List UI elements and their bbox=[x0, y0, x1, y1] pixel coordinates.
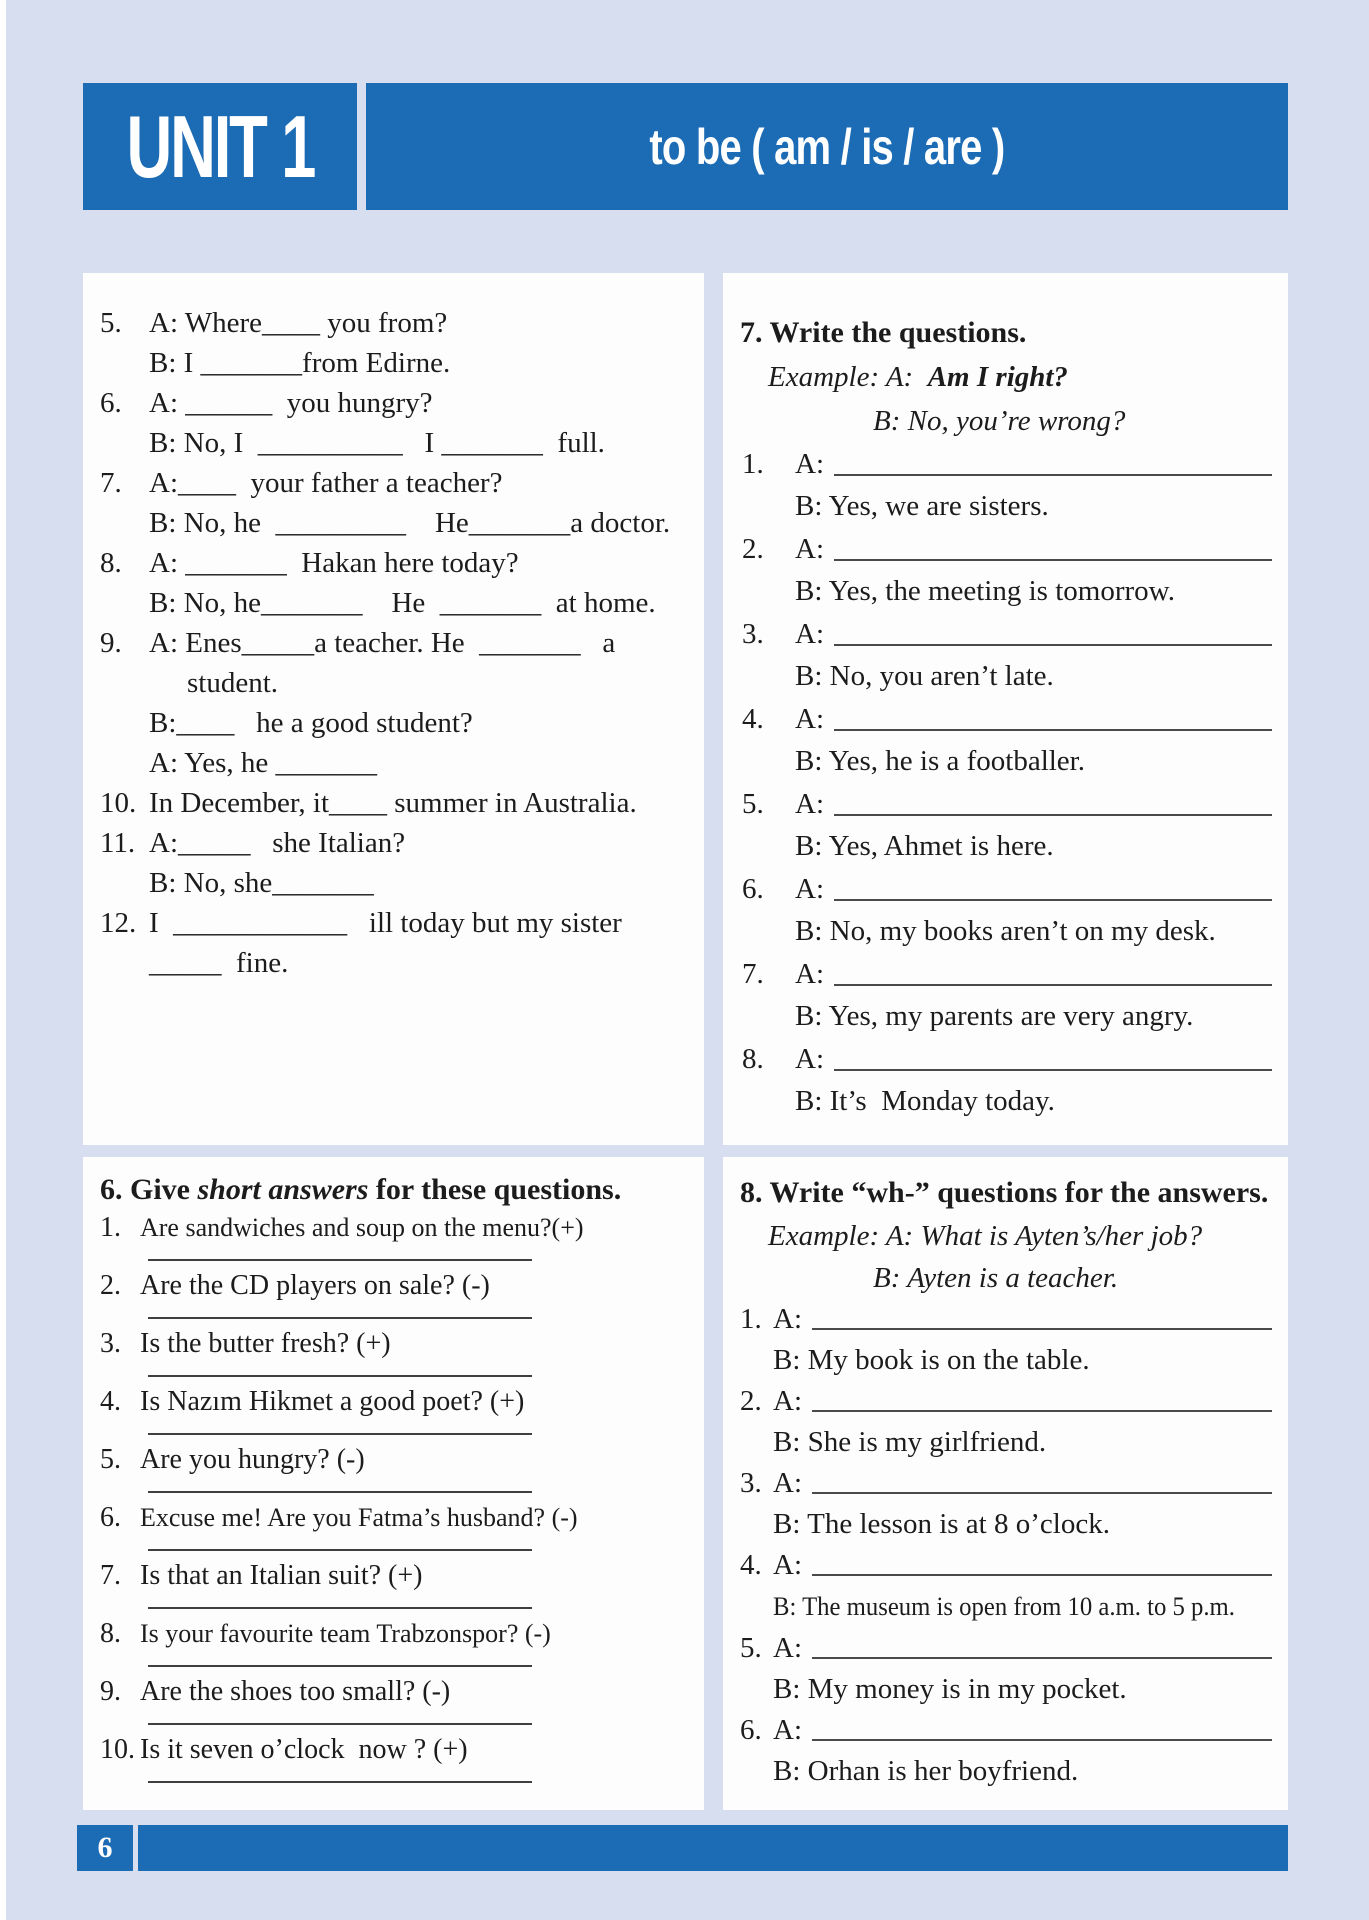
speaker-a-label: A: bbox=[773, 1467, 802, 1499]
question-text: Is Nazım Hikmet a good poet? (+) bbox=[140, 1386, 525, 1417]
answer-b-text: B: The lesson is at 8 o’clock. bbox=[773, 1508, 1110, 1540]
speaker-a-label: A: bbox=[795, 533, 824, 565]
answer-blank-line bbox=[148, 1433, 532, 1435]
unit-label: UNIT 1 bbox=[126, 96, 314, 196]
item-number: 8. bbox=[100, 547, 122, 579]
item-text: A: _______ Hakan here today? bbox=[149, 547, 519, 579]
item-text: A: Enes_____a teacher. He _______ a bbox=[149, 627, 616, 659]
item-text: A: Where____ you from? bbox=[149, 307, 448, 339]
question-a-line bbox=[723, 443, 1288, 485]
title-part: 6. Give bbox=[100, 1173, 198, 1206]
exercise6-box bbox=[83, 1157, 704, 1810]
exercise7-title: 7. Write the questions. bbox=[740, 316, 1027, 349]
answer-b-line bbox=[723, 1421, 1288, 1463]
answer-blank-line bbox=[148, 1317, 532, 1319]
question-text: Are you hungry? (-) bbox=[140, 1444, 365, 1475]
question-a-line bbox=[723, 613, 1288, 655]
speaker-a-label: A: bbox=[773, 1385, 802, 1417]
exercise7-box bbox=[723, 273, 1288, 1145]
item-number: 5. bbox=[100, 1444, 121, 1475]
answer-blank-line bbox=[834, 1069, 1272, 1071]
exercise-line bbox=[83, 463, 704, 503]
exercise-line bbox=[83, 743, 704, 783]
answer-b-line: B: Yes, my parents are very angry. bbox=[795, 1000, 1194, 1032]
speaker-a-label: A: bbox=[773, 1632, 802, 1664]
question-line bbox=[83, 1383, 704, 1421]
answer-b-line: B: Yes, he is a footballer. bbox=[795, 745, 1085, 777]
exercise-line bbox=[83, 303, 704, 343]
answer-blank-line bbox=[812, 1739, 1272, 1741]
question-text: Are the CD players on sale? (-) bbox=[140, 1270, 490, 1301]
question-text: Are sandwiches and soup on the menu?(+) bbox=[140, 1213, 584, 1242]
unit-number-banner bbox=[83, 83, 357, 210]
item-text: A: Yes, he _______ bbox=[149, 747, 377, 779]
question-text: Is it seven o’clock now ? (+) bbox=[140, 1734, 468, 1765]
answer-blank-line bbox=[148, 1549, 532, 1551]
exercise-line bbox=[83, 583, 704, 623]
item-text: B:____ he a good student? bbox=[149, 707, 473, 739]
item-number: 3. bbox=[740, 1467, 762, 1499]
title-emphasis: short answers bbox=[197, 1173, 369, 1206]
answer-b-line: B: No, you aren’t late. bbox=[795, 660, 1054, 692]
question-a-line bbox=[723, 1463, 1288, 1503]
question-a-line bbox=[723, 528, 1288, 570]
answer-blank-line bbox=[148, 1781, 532, 1783]
answer-b-text: B: Orhan is her boyfriend. bbox=[773, 1755, 1079, 1787]
exercise-line bbox=[83, 703, 704, 743]
exercise-line bbox=[83, 383, 704, 423]
question-line bbox=[83, 1441, 704, 1479]
question-line bbox=[83, 1267, 704, 1305]
item-text: A:_____ she Italian? bbox=[149, 827, 406, 859]
item-number: 6. bbox=[100, 1502, 121, 1533]
item-number: 5. bbox=[100, 307, 122, 339]
answer-blank-line bbox=[834, 644, 1272, 646]
item-number: 3. bbox=[742, 618, 764, 650]
item-text: B: No, he _________ He_______a doctor. bbox=[149, 507, 671, 539]
exercise8-example-line2: B: Ayten is a teacher. bbox=[873, 1262, 1119, 1294]
speaker-a-label: A: bbox=[773, 1549, 802, 1581]
answer-b-line: B: Yes, the meeting is tomorrow. bbox=[795, 575, 1175, 607]
question-line bbox=[83, 1615, 704, 1653]
item-number: 9. bbox=[100, 1676, 121, 1707]
example-question: Am I right? bbox=[927, 361, 1068, 393]
exercise8-title: 8. Write “wh-” questions for the answers. bbox=[740, 1176, 1269, 1209]
page-number: 6 bbox=[97, 1831, 113, 1864]
answer-blank-line bbox=[812, 1410, 1272, 1412]
answer-blank-line bbox=[812, 1328, 1272, 1330]
answer-b-text: B: My book is on the table. bbox=[773, 1344, 1090, 1376]
item-number: 4. bbox=[740, 1549, 762, 1581]
question-a-line bbox=[723, 1710, 1288, 1750]
exercise-line bbox=[83, 663, 704, 703]
item-number: 3. bbox=[100, 1328, 121, 1359]
exercise8-pairs bbox=[723, 1299, 1288, 1792]
item-text: A: ______ you hungry? bbox=[149, 387, 433, 419]
exercise-line bbox=[83, 903, 704, 943]
question-a-line bbox=[723, 1545, 1288, 1585]
exercise5-box bbox=[83, 273, 704, 1145]
exercise6-title bbox=[100, 1171, 704, 1209]
item-number: 1. bbox=[740, 1303, 762, 1335]
exercise7-example-line1 bbox=[768, 355, 1288, 399]
item-text: _____ fine. bbox=[149, 947, 289, 979]
answer-blank-line bbox=[834, 729, 1272, 731]
item-number: 7. bbox=[742, 958, 764, 990]
item-number: 8. bbox=[100, 1618, 121, 1649]
item-number: 6. bbox=[100, 387, 122, 419]
item-number: 7. bbox=[100, 467, 122, 499]
answer-b-line: B: No, my books aren’t on my desk. bbox=[795, 915, 1216, 947]
answer-b-line bbox=[723, 1668, 1288, 1710]
speaker-a-label: A: bbox=[795, 1043, 824, 1075]
answer-blank-line bbox=[834, 814, 1272, 816]
unit-title: to be ( am / is / are ) bbox=[649, 118, 1005, 175]
page-edge-strip bbox=[0, 0, 6, 1920]
exercise6-items bbox=[83, 1209, 704, 1783]
exercise-line bbox=[83, 863, 704, 903]
page-number-box bbox=[77, 1825, 133, 1871]
item-text: B: No, he_______ He _______ at home. bbox=[149, 587, 656, 619]
item-number: 6. bbox=[742, 873, 764, 905]
exercise-line bbox=[83, 543, 704, 583]
answer-blank-line bbox=[148, 1491, 532, 1493]
item-text: B: No, I __________ I _______ full. bbox=[149, 427, 605, 459]
item-number: 9. bbox=[100, 627, 122, 659]
question-line bbox=[83, 1325, 704, 1363]
question-a-line bbox=[723, 953, 1288, 995]
answer-b-line: B: It’s Monday today. bbox=[795, 1085, 1055, 1117]
question-line bbox=[83, 1673, 704, 1711]
question-line bbox=[83, 1731, 704, 1769]
question-text: Is your favourite team Trabzonspor? (-) bbox=[140, 1619, 551, 1648]
exercise5-lines bbox=[83, 303, 704, 983]
exercise7-example-line2: B: No, you’re wrong? bbox=[873, 405, 1126, 437]
answer-b-line: B: Yes, Ahmet is here. bbox=[795, 830, 1054, 862]
answer-blank-line bbox=[812, 1492, 1272, 1494]
item-text: B: I _______from Edirne. bbox=[149, 347, 451, 379]
question-a-line bbox=[723, 698, 1288, 740]
item-text: A:____ your father a teacher? bbox=[149, 467, 503, 499]
question-a-line bbox=[723, 1038, 1288, 1080]
answer-b-line bbox=[723, 1339, 1288, 1381]
item-number: 10. bbox=[100, 787, 137, 819]
answer-blank-line bbox=[834, 559, 1272, 561]
exercise-line bbox=[83, 823, 704, 863]
speaker-a-label: A: bbox=[773, 1303, 802, 1335]
answer-blank-line bbox=[148, 1723, 532, 1725]
question-a-line bbox=[723, 1381, 1288, 1421]
answer-blank-line bbox=[148, 1607, 532, 1609]
answer-b-line: B: Yes, we are sisters. bbox=[795, 490, 1049, 522]
item-number: 5. bbox=[742, 788, 764, 820]
item-number: 4. bbox=[100, 1386, 121, 1417]
answer-blank-line bbox=[148, 1375, 532, 1377]
answer-blank-line bbox=[812, 1657, 1272, 1659]
speaker-a-label: A: bbox=[795, 958, 824, 990]
answer-b-line bbox=[723, 1750, 1288, 1792]
answer-blank-line bbox=[834, 984, 1272, 986]
question-text: Excuse me! Are you Fatma’s husband? (-) bbox=[140, 1503, 578, 1532]
question-a-line bbox=[723, 1299, 1288, 1339]
exercise-line bbox=[83, 503, 704, 543]
item-number: 1. bbox=[742, 448, 764, 480]
item-number: 12. bbox=[100, 907, 137, 939]
question-a-line bbox=[723, 1628, 1288, 1668]
question-line bbox=[83, 1557, 704, 1595]
item-text: student. bbox=[187, 667, 279, 699]
item-number: 2. bbox=[100, 1270, 121, 1301]
speaker-a-label: A: bbox=[795, 788, 824, 820]
question-text: Are the shoes too small? (-) bbox=[140, 1676, 451, 1707]
answer-b-line bbox=[723, 1503, 1288, 1545]
answer-blank-line bbox=[834, 474, 1272, 476]
speaker-a-label: A: bbox=[795, 618, 824, 650]
item-text: In December, it____ summer in Australia. bbox=[149, 787, 637, 819]
question-line bbox=[83, 1209, 704, 1247]
answer-blank-line bbox=[834, 899, 1272, 901]
item-text: B: No, she_______ bbox=[149, 867, 374, 899]
title-part: for these questions. bbox=[368, 1173, 622, 1206]
item-number: 4. bbox=[742, 703, 764, 735]
item-number: 11. bbox=[100, 827, 136, 859]
item-number: 2. bbox=[740, 1385, 762, 1417]
footer-bar bbox=[138, 1825, 1288, 1871]
item-text: I ____________ ill today but my sister bbox=[149, 907, 622, 939]
item-number: 2. bbox=[742, 533, 764, 565]
exercise8-box bbox=[723, 1157, 1288, 1810]
question-text: Is that an Italian suit? (+) bbox=[140, 1560, 423, 1591]
example-label: Example: A: bbox=[768, 361, 928, 393]
answer-blank-line bbox=[148, 1259, 532, 1261]
answer-b-text: B: She is my girlfriend. bbox=[773, 1426, 1047, 1458]
exercise7-pairs bbox=[723, 443, 1288, 1123]
question-a-line bbox=[723, 783, 1288, 825]
question-text: Is the butter fresh? (+) bbox=[140, 1328, 391, 1359]
exercise-line bbox=[83, 423, 704, 463]
answer-blank-line bbox=[812, 1574, 1272, 1576]
item-number: 1. bbox=[100, 1212, 121, 1243]
speaker-a-label: A: bbox=[795, 448, 824, 480]
exercise-line bbox=[83, 343, 704, 383]
speaker-a-label: A: bbox=[795, 873, 824, 905]
speaker-a-label: A: bbox=[795, 703, 824, 735]
answer-b-text: B: The museum is open from 10 a.m. to 5 p.m. bbox=[773, 1592, 1235, 1621]
exercise-line bbox=[83, 783, 704, 823]
exercise8-example-line1: Example: A: What is Ayten’s/her job? bbox=[768, 1220, 1203, 1252]
exercise-line bbox=[83, 623, 704, 663]
question-a-line bbox=[723, 868, 1288, 910]
item-number: 10. bbox=[100, 1734, 135, 1765]
answer-b-line bbox=[723, 1585, 1288, 1628]
question-line bbox=[83, 1499, 704, 1537]
item-number: 8. bbox=[742, 1043, 764, 1075]
item-number: 5. bbox=[740, 1632, 762, 1664]
item-number: 7. bbox=[100, 1560, 121, 1591]
item-number: 6. bbox=[740, 1714, 762, 1746]
answer-blank-line bbox=[148, 1665, 532, 1667]
speaker-a-label: A: bbox=[773, 1714, 802, 1746]
exercise-line bbox=[83, 943, 704, 983]
answer-b-text: B: My money is in my pocket. bbox=[773, 1673, 1127, 1705]
unit-title-banner bbox=[366, 83, 1288, 210]
